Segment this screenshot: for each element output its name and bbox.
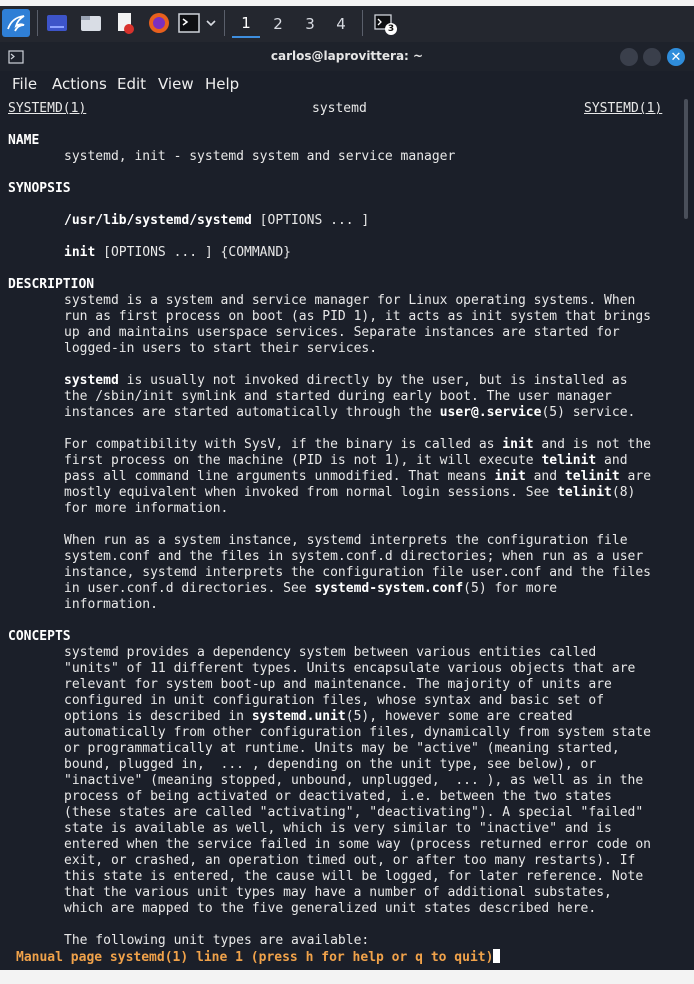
workspace-2[interactable]: 2 <box>273 15 283 33</box>
text-editor-icon[interactable] <box>113 9 137 37</box>
close-button[interactable] <box>667 48 685 66</box>
workspace-3[interactable]: 3 <box>305 15 315 33</box>
pager-status-line <box>16 949 500 966</box>
file-manager-icon[interactable] <box>79 9 103 37</box>
section-heading-synopsis: SYNOPSIS <box>8 181 71 196</box>
synopsis-args: [OPTIONS ... ] {COMMAND} <box>103 245 291 260</box>
menubar <box>0 71 694 97</box>
workspace-4[interactable]: 4 <box>336 15 346 33</box>
synopsis-command: /usr/lib/systemd/systemd <box>64 213 252 228</box>
section-heading-description: DESCRIPTION <box>8 277 95 292</box>
section-heading-name: NAME <box>8 133 40 148</box>
maximize-button[interactable] <box>643 48 661 66</box>
terminal-window-task-icon[interactable] <box>370 9 398 37</box>
chevron-down-icon[interactable] <box>204 9 218 37</box>
show-desktop-icon[interactable] <box>45 9 69 37</box>
menu-edit[interactable]: Edit <box>117 75 147 93</box>
concepts-paragraph-2: The following unit types are available: <box>64 933 370 948</box>
taskbar-separator <box>362 10 363 36</box>
description-paragraph-4: When run as a system instance, systemd interprets the configuration file system.conf and the files in system.conf.d directories; when run as a user instance, systemd interprets the configuration file user.conf and the files in user.conf.d directories. See systemd-system.conf(5) for more information. <box>64 533 651 612</box>
description-paragraph-1: systemd is a system and service manager for Linux operating systems. When run as first process on boot (as PID 1), it acts as init system that brings up and maintains userspace services. Separate instances are started for logged-in users to start their services. <box>64 293 651 356</box>
scrollbar-thumb[interactable] <box>684 99 688 219</box>
window-count-badge: 3 <box>385 23 397 35</box>
taskbar <box>0 0 694 42</box>
menu-view[interactable]: View <box>158 75 194 93</box>
menu-file[interactable]: File <box>12 75 38 93</box>
taskbar-separator <box>224 10 225 36</box>
synopsis-command: init <box>64 245 96 260</box>
menu-help[interactable]: Help <box>205 75 240 93</box>
close-icon: ✕ <box>670 49 682 65</box>
firefox-icon[interactable] <box>147 9 171 37</box>
workspace-1[interactable]: 1 <box>232 10 260 38</box>
man-header-center: systemd <box>312 101 367 116</box>
name-text: systemd, init - systemd system and service manager <box>64 149 456 164</box>
man-header-right: SYSTEMD(1) <box>584 101 663 116</box>
minimize-button[interactable] <box>620 48 638 66</box>
concepts-paragraph-1: systemd provides a dependency system between various entities called "units" of 11 different types. Units encapsulate various objects that are relevant for system boot-up and maintenance. The majority of units are configured in unit configuration files, whose syntax and basic set of options is described in systemd.unit(5), however some are created automatically from other configuration files, dynamically from system state or programmatically at runtime. Units may be "active" (meaning started, bound, plugged in, ... , depending on the unit type, see below), or "inactive" (meaning stopped, unbound, unplugged, ... ), as well as in the process of being activated or deactivated, i.e. between the two states (these states are called "activating", "deactivating"). A special "failed" state is available as well, which is very similar to "inactive" and is entered when the service failed in some way (process returned error code on exit, or crashed, an operation timed out, or after too many restarts). If this state is entered, the cause will be logged, for later reference. Note that the various unit types may have a number of additional substates, which are mapped to the five generalized unit states described here. <box>64 645 651 916</box>
menu-actions[interactable]: Actions <box>52 75 107 93</box>
synopsis-args: [OPTIONS ... ] <box>259 213 370 228</box>
desktop-bottom-strip <box>0 970 694 984</box>
description-paragraph-2: systemd is usually not invoked directly by the user, but is installed as the /sbin/init symlink and started during early boot. The user manager instances are started automatically through the user@.service(5) service. <box>64 373 636 420</box>
synopsis-line-2 <box>64 245 291 261</box>
kali-menu-icon[interactable] <box>2 9 30 37</box>
terminal-output[interactable] <box>0 97 680 969</box>
window-title: carlos@laprovittera: ~ <box>270 49 424 63</box>
description-paragraph-3: For compatibility with SysV, if the binary is called as init and is not the first process on the machine (PID is not 1), it will execute telinit and pass all command line arguments unmodified. That means init and telinit are mostly equivalent when invoked from normal login sessions. See telinit(8) for more information. <box>64 437 652 516</box>
desktop-top-strip <box>0 0 694 6</box>
section-heading-concepts: CONCEPTS <box>8 629 71 644</box>
terminal-launcher-icon[interactable] <box>177 9 201 37</box>
man-header-left: SYSTEMD(1) <box>8 101 87 116</box>
pager-status-text: Manual page systemd(1) line 1 (press h for help or q to quit) <box>16 950 494 965</box>
taskbar-separator <box>37 10 38 36</box>
text-cursor <box>493 949 500 963</box>
terminal-scrollbar[interactable] <box>682 97 690 969</box>
synopsis-line-1 <box>64 213 369 229</box>
window-titlebar[interactable] <box>0 42 694 71</box>
